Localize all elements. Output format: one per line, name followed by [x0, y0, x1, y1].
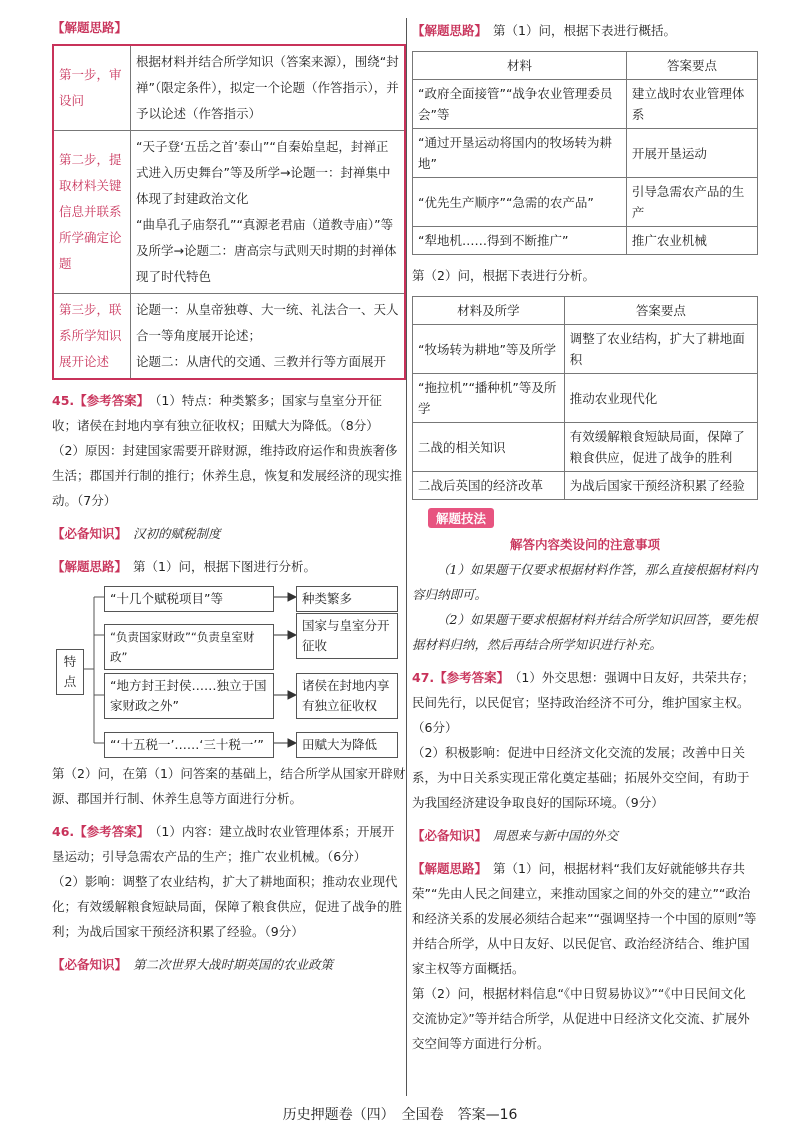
- summary-table-1: [412, 51, 758, 255]
- arrow-head: [288, 593, 296, 601]
- step-text-part: 论题一：从皇帝独尊、大一统、礼法合一、天人合一等角度展开论述；: [136, 302, 399, 343]
- step-text-part: 论题二：从唐代的交通、三教并行等方面展开: [136, 354, 387, 369]
- diagram-result: 国家与皇室分开征收: [296, 613, 398, 659]
- page-footer: 历史押题卷（四） 全国卷 答案—16: [282, 1107, 518, 1123]
- table-cell: 建立战时农业管理体系: [626, 80, 757, 129]
- table-cell: 调整了农业结构，扩大了耕地面积: [564, 325, 757, 374]
- step-text: [131, 131, 406, 294]
- table-header: 材料: [413, 52, 627, 80]
- tech-section: [412, 508, 758, 657]
- table-row: [53, 294, 405, 380]
- table-cell: “牧场转为耕地”等及所学: [413, 325, 565, 374]
- table-row: [53, 131, 405, 294]
- summary-table-2: [412, 296, 758, 500]
- q46-think: [412, 18, 758, 43]
- step-text: 根据材料并结合所学知识（答案来源），围绕“封禅”（限定条件），拟定一个论题（作答指示），并予以论述（作答指示）: [131, 45, 406, 131]
- table-header-row: [413, 297, 758, 325]
- tech-badge: 解题技法: [428, 508, 494, 528]
- section-tag: 【解题思路】: [52, 20, 128, 35]
- table-header: 答案要点: [564, 297, 757, 325]
- answer-text: （1）内容：建立战时农业管理体系；开展开垦运动；引导急需农产品的生产；推广农业机械。（6分）: [52, 824, 395, 864]
- step-text-part: “曲阜孔子庙祭孔”“真源老君庙（道教寺庙）”等及所学→论题二：唐高宗与武则天时期的封禅体现了时代特色: [136, 217, 397, 284]
- q47-knowledge: [412, 823, 758, 848]
- knowledge-text: 汉初的赋税制度: [133, 526, 221, 541]
- think-text: 第（1）问，根据下图进行分析。: [133, 559, 316, 574]
- question-number: 45.: [52, 393, 75, 408]
- table-header: 材料及所学: [413, 297, 565, 325]
- q45-think-2: 第（2）问，在第（1）问答案的基础上，结合所学从国家开辟财源、郡国并行制、休养生息等方面进行分析。: [52, 766, 406, 806]
- table-cell: 为战后国家干预经济积累了经验: [564, 472, 757, 500]
- arrow-head: [288, 631, 296, 639]
- q47-think-1: [412, 856, 758, 981]
- table-cell: 推广农业机械: [626, 227, 757, 255]
- table-cell: 二战后英国的经济改革: [413, 472, 565, 500]
- diagram-source: “十几个赋税项目”等: [104, 586, 274, 612]
- q45-answer-1: [52, 388, 406, 438]
- table-row: [413, 178, 758, 227]
- q47-answer-1: [412, 665, 758, 740]
- diagram-source: “负责国家财政”“负责皇室财政”: [104, 624, 274, 670]
- knowledge-tag: 【必备知识】: [52, 957, 128, 972]
- table-header: 答案要点: [626, 52, 757, 80]
- knowledge-tag: 【必备知识】: [412, 828, 488, 843]
- table-header-row: [413, 52, 758, 80]
- left-column: [52, 18, 406, 977]
- column-divider: [406, 18, 407, 1096]
- q45-think: [52, 554, 406, 579]
- answer-tag: 【参考答案】: [434, 670, 510, 685]
- right-column: [412, 18, 758, 1056]
- diagram-root: 特点: [56, 649, 84, 695]
- answer-tag: 【参考答案】: [74, 824, 150, 839]
- question-number: 47.: [412, 670, 435, 685]
- table-cell: “优先生产顺序”“急需的农产品”: [413, 178, 627, 227]
- think-tag: 【解题思路】: [52, 559, 128, 574]
- table-cell: 二战的相关知识: [413, 423, 565, 472]
- step-label: 第三步，联系所学知识展开论述: [53, 294, 131, 380]
- table-cell: 引导急需农产品的生产: [626, 178, 757, 227]
- think-tag: 【解题思路】: [412, 23, 488, 38]
- table-row: [413, 325, 758, 374]
- table-cell: “拖拉机”“播种机”等及所学: [413, 374, 565, 423]
- diagram-source: “地方封王封侯……独立于国家财政之外”: [104, 673, 274, 719]
- table-cell: “通过开垦运动将国内的牧场转为耕地”: [413, 129, 627, 178]
- table-cell: 推动农业现代化: [564, 374, 757, 423]
- step-text-part: “天子登‘五岳之首’泰山”“自秦始皇起，封禅正式进入历史舞台”等及所学→论题一：封禅集中体现了封建政治文化: [136, 139, 391, 206]
- tech-point-2: （2）如果题干要求根据材料并结合所学知识回答，要先根据材料归纳，然后再结合所学知识进行补充。: [412, 612, 758, 652]
- table-cell: “犁地机……得到不断推广”: [413, 227, 627, 255]
- tech-title: 解答内容类设问的注意事项: [509, 537, 660, 552]
- step-label: 第二步，提取材料关键信息并联系所学确定论题: [53, 131, 131, 294]
- table-cell: 开展开垦运动: [626, 129, 757, 178]
- step-text: [131, 294, 406, 380]
- think-text: 第（1）问，根据材料“我们友好就能够共存共荣”“先由人民之间建立，来推动国家之间的外交的建立”“政治和经济关系的发展必须结合起来”“强调坚持一个中国的原则”等并结合所学，从中日友好、以民促官、政治经济结合、维护国家主权等方面概括。: [412, 861, 757, 976]
- diagram-result: 田赋大为降低: [296, 732, 398, 758]
- table-row: [413, 423, 758, 472]
- tech-point-1: （1）如果题干仅要求根据材料作答，那么直接根据材料内容归纳即可。: [412, 562, 758, 602]
- q46-answer-2: （2）影响：调整了农业结构，扩大了耕地面积；推动农业现代化；有效缓解粮食短缺局面，保障了粮食供应，促进了战争的胜利；为战后国家干预经济积累了经验。（9分）: [52, 874, 403, 939]
- q46-knowledge: [52, 952, 406, 977]
- q46-answer-1: [52, 819, 406, 869]
- q47-think-2: 第（2）问，根据材料信息“《中日贸易协议》”“《中日民间文化交流协定》”等并结合所学，从促进中日经济文化交流、扩展外交空间等方面进行分析。: [412, 986, 750, 1051]
- knowledge-tag: 【必备知识】: [52, 526, 128, 541]
- q47-answer-2: （2）积极影响：促进中日经济文化交流的发展；改善中日关系，为中日关系实现正常化奠定基础；拓展外交空间，有助于为我国经济建设争取良好的国际环境。（9分）: [412, 745, 750, 810]
- think-text: 第（1）问，根据下表进行概括。: [493, 23, 676, 38]
- table-cell: “政府全面接管”“战争农业管理委员会”等: [413, 80, 627, 129]
- table-row: [413, 80, 758, 129]
- knowledge-text: 第二次世界大战时期英国的农业政策: [133, 957, 334, 972]
- table-row: [413, 374, 758, 423]
- table-row: [413, 129, 758, 178]
- table-row: [413, 472, 758, 500]
- t2-intro: 第（2）问，根据下表进行分析。: [412, 268, 595, 283]
- q45-answer-2: （2）原因：封建国家需要开辟财源，维持政府运作和贵族奢侈生活；郡国并行制的推行；休养生息，恢复和发展经济的现实推动。（7分）: [52, 443, 403, 508]
- arrow-head: [288, 691, 296, 699]
- knowledge-text: 周恩来与新中国的外交: [493, 828, 619, 843]
- q45-knowledge: [52, 521, 406, 546]
- arrow-head: [288, 739, 296, 747]
- step-label: 第一步，审设问: [53, 45, 131, 131]
- steps-table: [52, 44, 406, 380]
- diagram-result: 种类繁多: [296, 586, 398, 612]
- diagram-source: “‘十五税一’……‘三十税一’”: [104, 732, 274, 758]
- question-number: 46.: [52, 824, 75, 839]
- table-row: [53, 45, 405, 131]
- answer-tag: 【参考答案】: [74, 393, 150, 408]
- features-diagram: [52, 585, 406, 753]
- table-cell: 有效缓解粮食短缺局面，保障了粮食供应，促进了战争的胜利: [564, 423, 757, 472]
- table-row: [413, 227, 758, 255]
- think-tag: 【解题思路】: [412, 861, 488, 876]
- answer-text: （1）特点：种类繁多；国家与皇室分开征收；诸侯在封地内享有独立征收权；田赋大为降低。（8分）: [52, 393, 382, 433]
- answer-text: （1）外交思想：强调中日友好，共荣共存；民间先行，以民促官；坚持政治经济不可分，维护国家主权。（6分）: [412, 670, 755, 735]
- diagram-result: 诸侯在封地内享有独立征收权: [296, 673, 398, 719]
